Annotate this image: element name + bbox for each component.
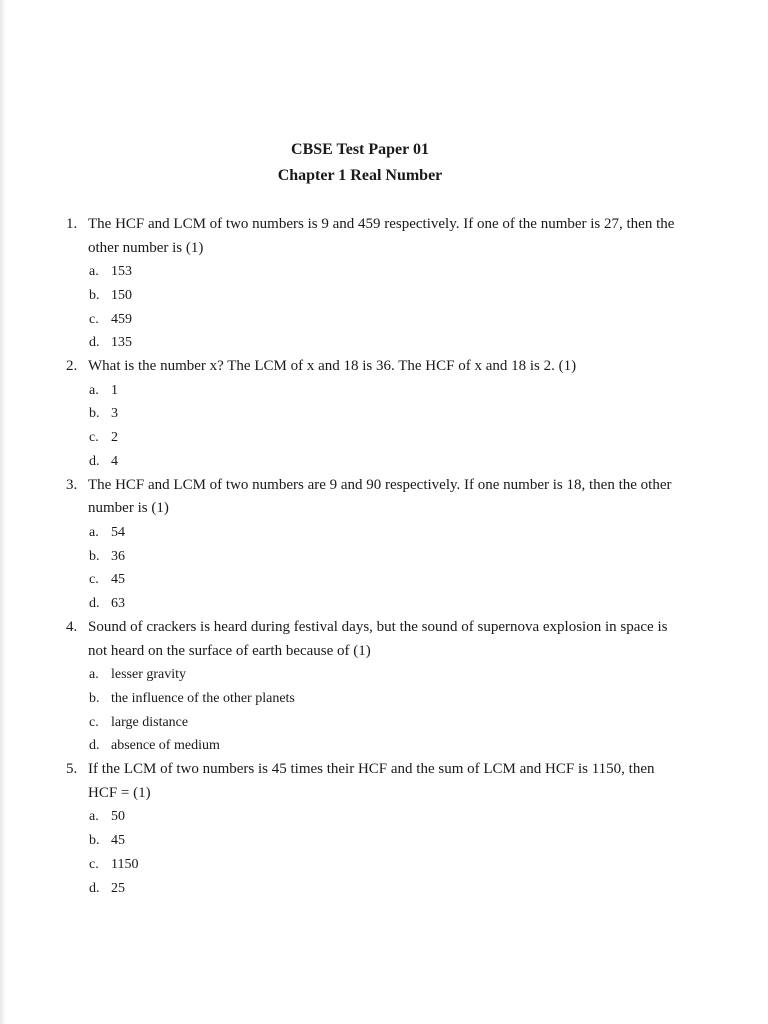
option-c [89, 711, 686, 735]
option-d [89, 450, 686, 474]
option-text: 459 [111, 311, 132, 327]
option-text: 36 [111, 548, 125, 564]
option-list [66, 379, 686, 474]
option-b [89, 402, 686, 426]
option-letter: d. [89, 596, 100, 612]
option-letter: a. [89, 667, 99, 683]
option-c [89, 568, 686, 592]
question-4 [66, 616, 686, 758]
option-c [89, 853, 686, 877]
option-b [89, 545, 686, 569]
option-letter: a. [89, 382, 99, 398]
option-list [66, 805, 686, 900]
option-text: 25 [111, 880, 125, 896]
option-a [89, 521, 686, 545]
option-text: 45 [111, 833, 125, 849]
option-list [66, 521, 686, 616]
option-letter: b. [89, 406, 100, 422]
option-text: 54 [111, 524, 125, 540]
option-text: 1150 [111, 856, 139, 872]
option-text: 2 [111, 430, 118, 446]
option-text: 135 [111, 335, 132, 351]
option-letter: c. [89, 430, 99, 446]
paper-title: CBSE Test Paper 01 [291, 141, 429, 158]
option-text: 63 [111, 596, 125, 612]
question-number: 2. [66, 358, 78, 375]
option-list [66, 260, 686, 355]
question-2 [66, 355, 686, 474]
option-letter: a. [89, 264, 99, 279]
question-number: 5. [66, 761, 78, 778]
option-text: 1 [111, 382, 118, 398]
option-letter: d. [89, 454, 100, 470]
option-text: 4 [111, 454, 118, 470]
question-number: 3. [66, 476, 78, 493]
option-d [89, 331, 686, 355]
question-1 [66, 213, 686, 355]
question-text: What is the number x? The LCM of x and 18 is 36. The HCF of x and 18 is 2. (1) [88, 358, 577, 375]
option-a [89, 260, 686, 284]
option-text: 153 [111, 264, 132, 279]
chapter-title: Chapter 1 Real Number [277, 167, 443, 184]
option-text: lesser gravity [111, 667, 187, 683]
option-text: 150 [111, 287, 132, 303]
option-d [89, 734, 686, 758]
option-letter: d. [89, 335, 100, 351]
option-b [89, 687, 686, 711]
option-text: large distance [111, 714, 189, 730]
document-header [0, 138, 720, 188]
option-letter: a. [89, 809, 99, 825]
question-text: The HCF and LCM of two numbers is 9 and 459 respectively. If one of the number is 27, then the other number is (1) [88, 216, 675, 256]
option-d [89, 877, 686, 901]
question-list [66, 213, 686, 900]
question-3 [66, 474, 686, 616]
option-b [89, 284, 686, 308]
option-letter: b. [89, 548, 100, 564]
question-number: 1. [66, 216, 78, 232]
option-c [89, 426, 686, 450]
option-letter: b. [89, 833, 100, 849]
option-letter: c. [89, 856, 99, 872]
question-text: If the LCM of two numbers is 45 times their HCF and the sum of LCM and HCF is 1150, then HCF = (1) [88, 761, 655, 801]
option-text: 3 [111, 406, 118, 422]
option-letter: b. [89, 690, 100, 706]
option-a [89, 379, 686, 403]
option-letter: a. [89, 524, 99, 540]
option-letter: c. [89, 311, 99, 327]
option-letter: c. [89, 714, 99, 730]
option-a [89, 805, 686, 829]
option-d [89, 592, 686, 616]
option-text: the influence of the other planets [111, 690, 295, 706]
question-text: Sound of crackers is heard during festival days, but the sound of supernova explosion in space is not heard on the surface of earth because of (1) [88, 619, 668, 659]
option-letter: c. [89, 572, 99, 588]
option-letter: b. [89, 287, 100, 303]
option-text: absence of medium [111, 738, 220, 754]
option-b [89, 829, 686, 853]
option-a [89, 663, 686, 687]
question-text: The HCF and LCM of two numbers are 9 and 90 respectively. If one number is 18, then the other number is (1) [88, 476, 672, 517]
option-list [66, 663, 686, 758]
option-c [89, 308, 686, 332]
option-letter: d. [89, 738, 100, 754]
option-text: 50 [111, 809, 125, 825]
question-5 [66, 758, 686, 900]
option-text: 45 [111, 572, 125, 588]
option-letter: d. [89, 880, 100, 896]
question-number: 4. [66, 619, 78, 636]
